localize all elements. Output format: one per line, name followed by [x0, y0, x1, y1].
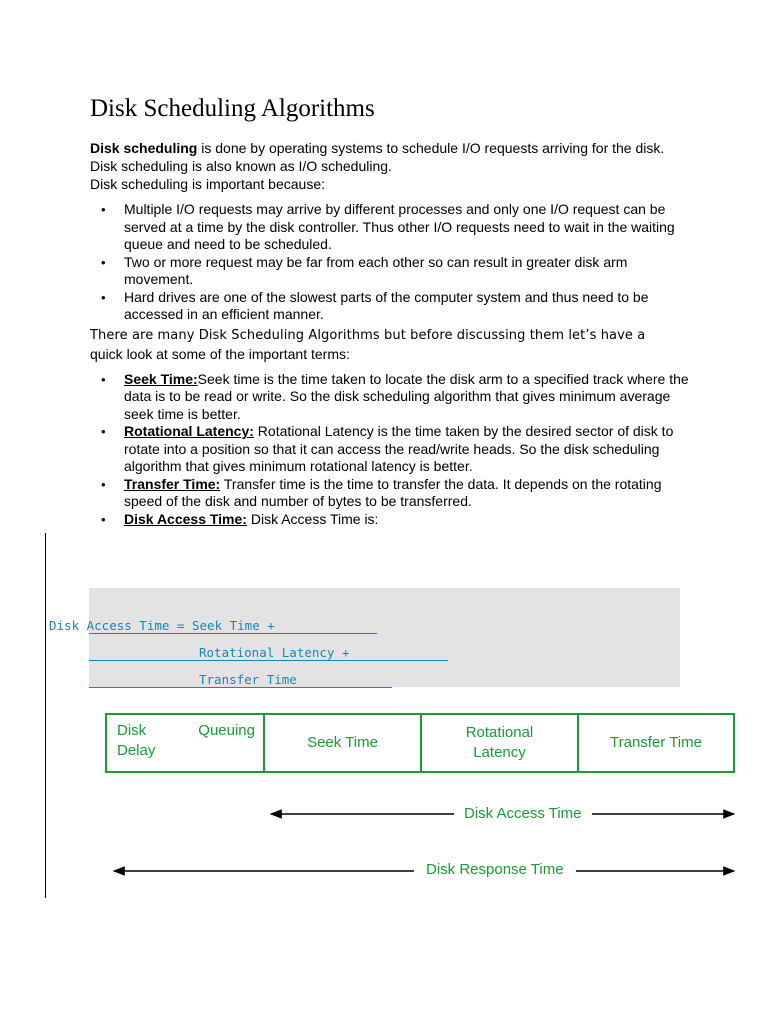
cell-text: Delay	[117, 742, 156, 759]
list-item: • Two or more request may be far from each other so can result in greater disk arm movement.	[90, 254, 690, 289]
intro-lead-text: is done by operating systems to schedule I/O requests arriving for the disk. Disk scheduling is also known as I/O scheduling.	[90, 140, 665, 174]
terms-intro-part2: quick look at some of the important terms:	[90, 345, 350, 362]
term-label: Transfer Time:	[124, 475, 221, 492]
term-text: Disk Access Time is:	[246, 510, 379, 527]
disk-access-time-label: Disk Access Time	[454, 804, 592, 824]
terms-intro-part1: There are many Disk Scheduling Algorithms but before discussing them let’s have a	[90, 327, 646, 343]
cell-text-line: Latency	[473, 744, 526, 761]
cell-text: Disk	[117, 722, 147, 739]
list-item: • Hard drives are one of the slowest parts of the computer system and thus need to be accessed in an efficient manner.	[90, 289, 690, 324]
list-item: • Multiple I/O requests may arrive by different processes and only one I/O request can be served at a time by the disk controller. Thus other I/O requests need to wait in the waiting queue and need to be scheduled.	[90, 201, 690, 254]
importance-line: Disk scheduling is important because:	[90, 176, 326, 192]
term-label: Rotational Latency:	[124, 423, 254, 439]
cell-text: Transfer Time	[610, 734, 702, 751]
cell-text: Queuing	[198, 722, 255, 739]
intro-lead-bold: Disk scheduling	[90, 140, 198, 156]
term-text: Seek time is the time taken to locate the disk arm to a specified track where the data is to be read or write. So the disk scheduling algorithm that gives minimum average seek time is better.	[124, 370, 689, 422]
term-label: Disk Access Time:	[124, 510, 247, 527]
cell-text: Seek Time	[307, 734, 378, 751]
formula-text-1: Disk Access Time = Seek Time +	[49, 618, 275, 633]
formula-text-3: Transfer Time	[199, 672, 297, 687]
disk-response-time-label: Disk Response Time	[414, 860, 576, 880]
cell-text-line: Rotational	[465, 724, 534, 741]
term-text: Rotational Latency is the time taken by the desired sector of disk to rotate into a position so that it can access the read/write heads. So the disk scheduling algorithm that gives minimum rotational latency is better.	[124, 423, 674, 474]
page-title: Disk Scheduling Algorithms	[90, 95, 375, 122]
formula-text-2: Rotational Latency +	[199, 645, 350, 660]
term-text: Transfer time is the time to transfer the data. It depends on the rotating speed of the disk and number of bytes to be transferred.	[124, 475, 662, 509]
term-label: Seek Time:	[124, 370, 198, 387]
